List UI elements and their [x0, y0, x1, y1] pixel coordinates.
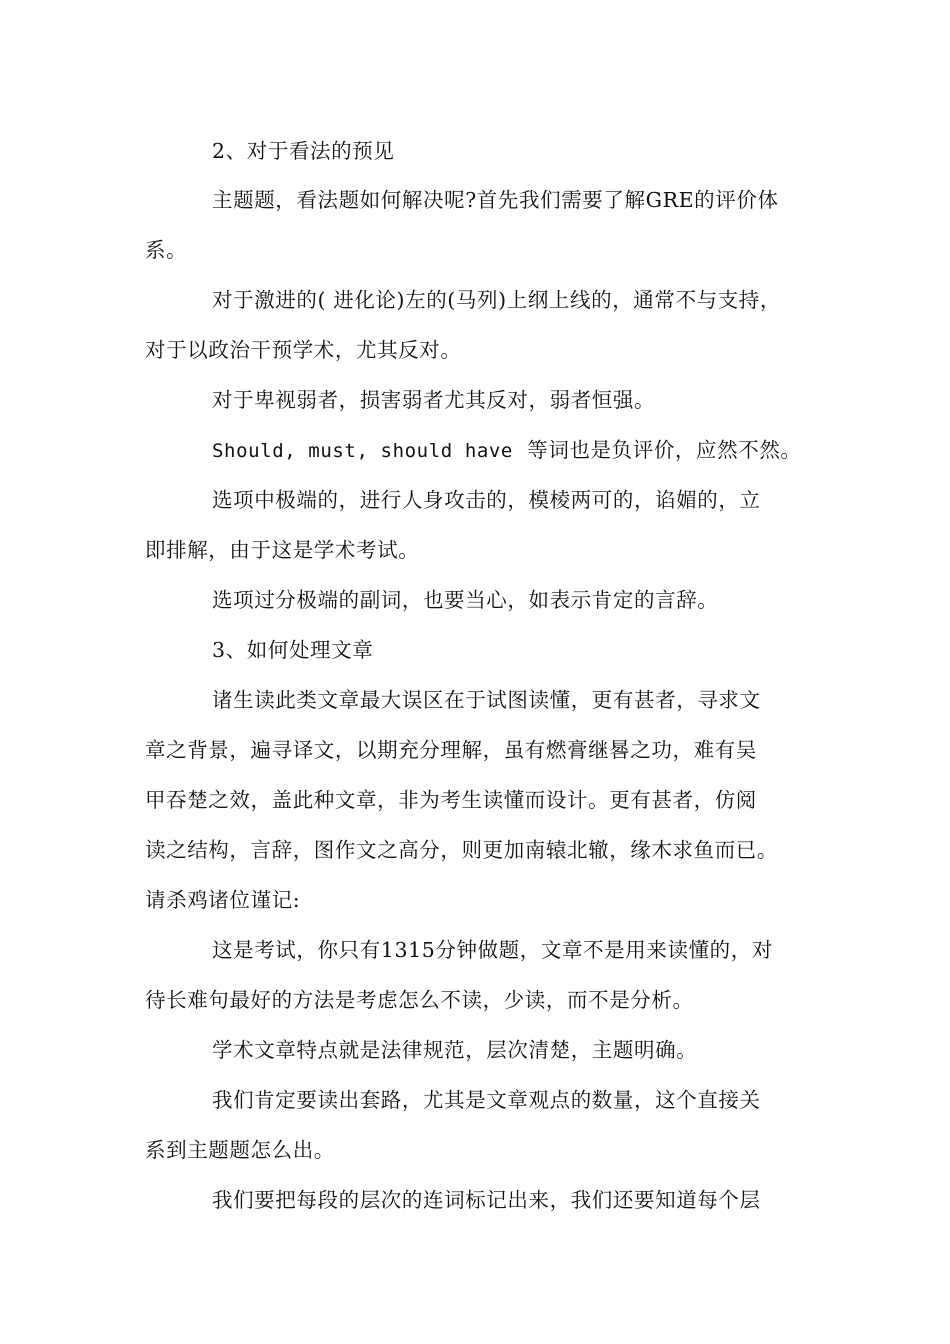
paragraph-line: 对于激进的( 进化论)左的(马列)上纲上线的，通常不与支持， — [212, 288, 782, 312]
paragraph-line: 系到主题题怎么出。 — [145, 1138, 335, 1162]
paragraph-line: 我们肯定要读出套路，尤其是文章观点的数量，这个直接关 — [212, 1088, 761, 1112]
paragraph-line: 对于卑视弱者，损害弱者尤其反对，弱者恒强。 — [212, 388, 656, 412]
paragraph-line-modal-verbs — [212, 436, 802, 465]
paragraph-line: 主题题，看法题如何解决呢?首先我们需要了解GRE的评价体 — [212, 188, 779, 212]
paragraph-line: 系。 — [145, 238, 188, 262]
paragraph-line: 选项中极端的，进行人身攻击的，模棱两可的，谄媚的，立 — [212, 488, 761, 512]
paragraph-line: 这是考试，你只有1315分钟做题，文章不是用来读懂的，对 — [212, 938, 773, 962]
paragraph-line: 我们要把每段的层次的连词标记出来，我们还要知道每个层 — [212, 1188, 761, 1212]
paragraph-line: 读之结构，言辞，图作文之高分，则更加南辕北辙，缘木求鱼而已。 — [145, 838, 778, 862]
paragraph-line: 即排解，由于这是学术考试。 — [145, 538, 420, 562]
paragraph-line: 待长难句最好的方法是考虑怎么不读，少读，而不是分析。 — [145, 988, 694, 1012]
heading-handling-articles: 3、如何处理文章 — [212, 638, 374, 662]
paragraph-line: 诸生读此类文章最大误区在于试图读懂，更有甚者，寻求文 — [212, 688, 761, 712]
paragraph-line: 章之背景，遍寻译文，以期充分理解，虽有燃膏继晷之功，难有吴 — [145, 738, 757, 762]
paragraph-line: 对于以政治干预学术，尤其反对。 — [145, 338, 462, 362]
heading-prediction-of-views: 2、对于看法的预见 — [212, 139, 395, 163]
english-words: Should, must, should have — [212, 440, 513, 462]
paragraph-line: 学术文章特点就是法律规范，层次清楚，主题明确。 — [212, 1038, 698, 1062]
paragraph-line: 选项过分极端的副词，也要当心，如表示肯定的言辞。 — [212, 588, 719, 612]
paragraph-line-tail: 等词也是负评价，应然不然。 — [527, 438, 802, 462]
paragraph-line: 请杀鸡诸位谨记: — [145, 888, 301, 912]
paragraph-line: 甲吞楚之效，盖此种文章，非为考生读懂而设计。更有甚者，仿阅 — [145, 788, 757, 812]
